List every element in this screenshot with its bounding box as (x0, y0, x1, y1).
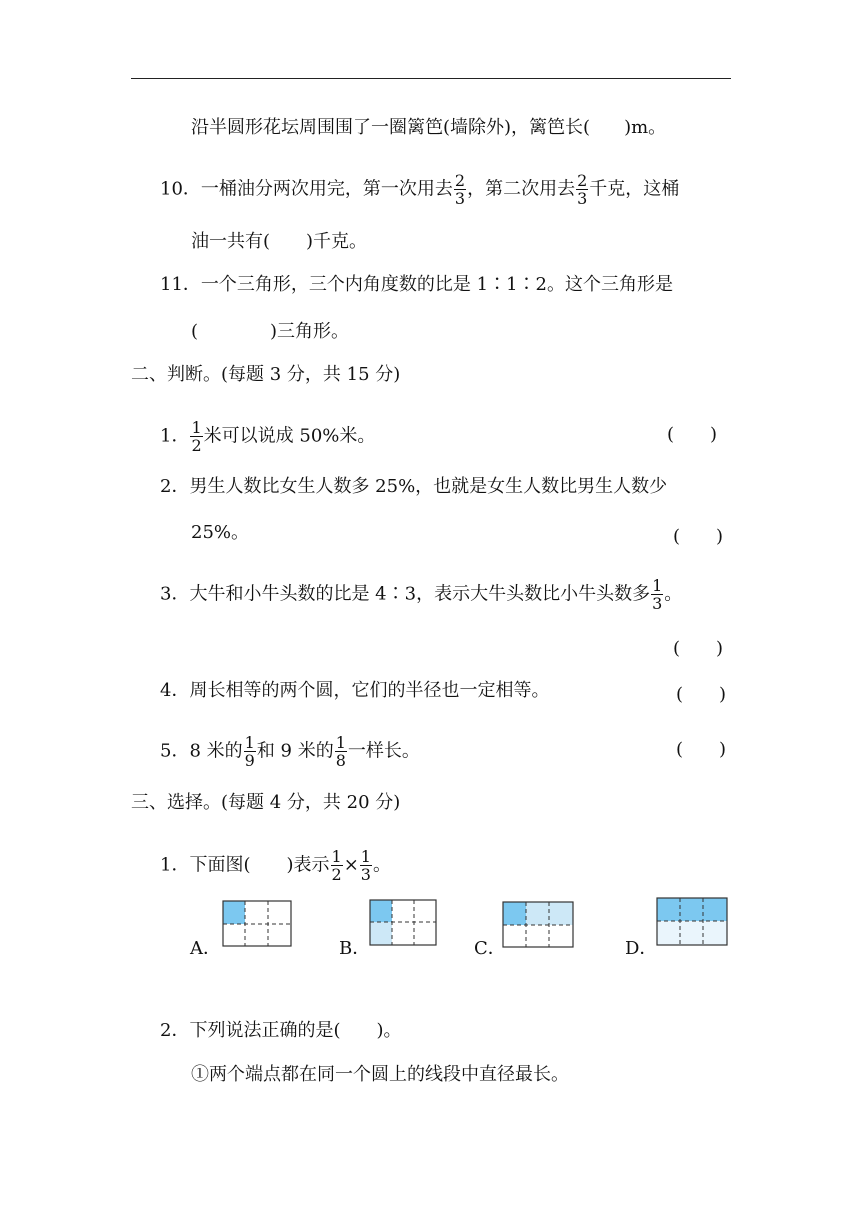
c1-text-b: 。 (372, 854, 391, 876)
option-c-figure[interactable] (502, 901, 574, 948)
fraction-one-half: $\frac{1}{2}$ (191, 418, 202, 455)
times-sign: × (343, 854, 359, 876)
q9-text-a: 沿半圆形花坛周围围了一圈篱笆(墙除外)，篱笆长( (191, 117, 591, 138)
q10-line2: 油一共有( )千克。 (191, 231, 368, 252)
choice-1 (160, 848, 391, 883)
judge-2-line1: 2．男生人数比女生人数多 25%，也就是女生人数比男生人数少 (160, 476, 668, 497)
j5-text-c: 一样长。 (347, 740, 420, 762)
q9-text-b: )m。 (624, 117, 667, 138)
q10-text-a: 10．一桶油分两次用完，第一次用去 (160, 178, 453, 200)
option-b-label[interactable]: B． (339, 938, 371, 959)
b-shaded-cell (370, 900, 392, 922)
j5-text-b: 和 9 米的 (256, 740, 334, 762)
option-d-label[interactable]: D． (625, 938, 658, 959)
j3-answer-paren[interactable]: ( ) (673, 638, 724, 659)
choice-2-item-1: ①两个端点都在同一个圆上的线段中直径最长。 (191, 1064, 569, 1085)
option-c-label[interactable]: C． (474, 938, 506, 959)
judge-1 (160, 419, 375, 454)
fraction-one-ninth: $\frac{1}{9}$ (244, 733, 255, 770)
fraction-two-thirds: $\frac{2}{3}$ (454, 171, 466, 208)
j3-text-a: 3．大牛和小牛头数的比是 4∶3，表示大牛头数比小牛头数多 (160, 583, 651, 605)
section-3-heading: 三、选择。(每题 4 分，共 20 分) (131, 792, 401, 813)
section-2-heading: 二、判断。(每题 3 分，共 15 分) (131, 364, 401, 385)
q11-line1: 11．一个三角形，三个内角度数的比是 1∶1∶2。这个三角形是 (160, 274, 673, 295)
j1-text: 米可以说成 50%米。 (203, 425, 376, 447)
j5-answer-paren[interactable]: ( ) (676, 739, 727, 760)
a-shaded-cell (223, 901, 245, 924)
fraction-one-eighth: $\frac{1}{8}$ (335, 733, 346, 770)
option-a-figure[interactable] (222, 900, 292, 947)
q10-text-c: 千克，这桶 (589, 178, 680, 200)
fraction-two-thirds-2: $\frac{2}{3}$ (577, 171, 588, 208)
d-light-row (657, 921, 727, 945)
j1-number: 1． (160, 425, 190, 447)
q10-line1 (160, 172, 679, 207)
judge-4: 4．周长相等的两个圆，它们的半径也一定相等。 (160, 680, 550, 701)
option-b-figure[interactable] (369, 899, 437, 946)
j5-text-a: 5．8 米的 (160, 740, 243, 762)
j3-text-b: 。 (664, 583, 683, 605)
option-a-label[interactable]: A． (190, 938, 221, 959)
choice-2: 2．下列说法正确的是( )。 (160, 1020, 402, 1041)
fraction-one-half-c1: $\frac{1}{2}$ (331, 847, 342, 884)
j1-answer-paren[interactable]: ( ) (667, 424, 718, 445)
top-rule (131, 78, 731, 79)
judge-2-line2: 25%。 (191, 522, 250, 543)
d-shaded-row (657, 898, 727, 921)
judge-5 (160, 734, 420, 769)
j4-answer-paren[interactable]: ( ) (676, 684, 727, 705)
q9-tail (191, 117, 666, 139)
q11-line2: ( )三角形。 (191, 321, 350, 342)
c1-text-a: 1．下面图( )表示 (160, 854, 330, 876)
q10-text-b: ，第二次用去 (467, 178, 576, 200)
option-d-figure[interactable] (656, 897, 728, 947)
judge-3 (160, 577, 682, 612)
fraction-one-third-c1: $\frac{1}{3}$ (360, 847, 371, 884)
c-shaded-cell (503, 902, 526, 925)
fraction-one-third: $\frac{1}{3}$ (652, 576, 663, 613)
j2-answer-paren[interactable]: ( ) (673, 526, 724, 547)
